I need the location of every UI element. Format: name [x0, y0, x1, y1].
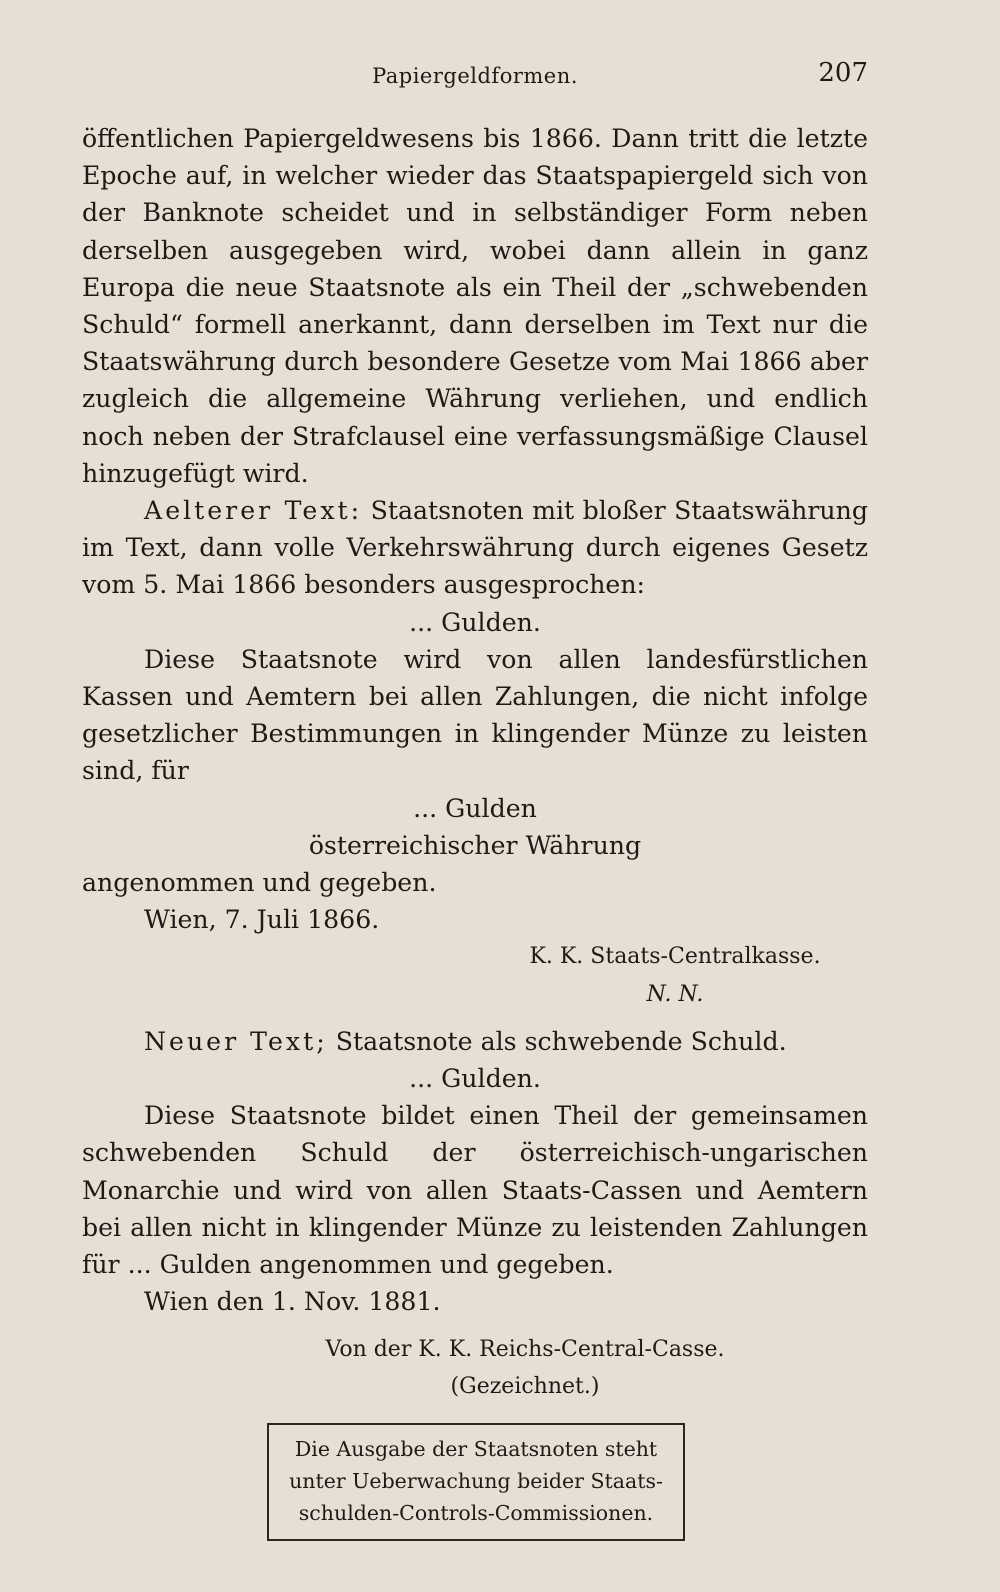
newer-text-paragraph — [82, 1023, 868, 1060]
older-text-intro: Staatsnoten mit bloßer Staatswährung im Text, dann volle Verkehrswährung durch eigenes Gesetz vom 5. Mai 1866 besonders ausgesprochen: — [82, 496, 868, 600]
running-head: Papiergeldformen. — [372, 64, 578, 88]
older-signature: N. N. — [646, 981, 704, 1007]
newer-signed: (Gezeichnet.) — [450, 1373, 600, 1399]
page-body — [82, 120, 868, 1541]
newer-text-intro: Staatsnote als schwebende Schuld. — [335, 1026, 787, 1056]
older-gulden: ... Gulden — [413, 793, 537, 823]
older-accepted: angenommen und gegeben. — [82, 868, 437, 898]
supervision-note-box — [267, 1423, 685, 1541]
newer-text-label: Neuer Text; — [144, 1026, 328, 1056]
newer-issuer: Von der K. K. Reichs-Central-Casse. — [325, 1336, 725, 1362]
older-date: Wien, 7. Juli 1866. — [144, 905, 380, 935]
paragraph-intro: öffentlichen Papiergeldwesens bis 1866. Dann tritt die letzte Epoche auf, in welcher wieder das Staatspapiergeld sich von der Banknote scheidet und in selbständiger Form neben derselben ausgegeben wird, wobei dann allein in ganz Europa die neue Staatsnote als ein Theil der „schwebenden Schuld“ formell anerkannt, dann derselben im Text nur die Staatswährung durch besondere Gesetze vom Mai 1866 aber zugleich die allgemeine Währung verliehen, und endlich noch neben der Strafclausel eine verfassungsmäßige Clausel hinzugefügt wird. — [82, 124, 868, 488]
newer-amount: ... Gulden. — [409, 1064, 541, 1094]
older-amount: ... Gulden. — [409, 607, 541, 637]
newer-date: Wien den 1. Nov. 1881. — [144, 1287, 441, 1317]
older-issuer: K. K. Staats-Centralkasse. — [529, 944, 821, 970]
page-header — [82, 58, 868, 98]
page-number: 207 — [818, 58, 868, 88]
note-line-1: Die Ausgabe der Staatsnoten steht — [294, 1436, 658, 1461]
note-line-3: schulden-Controls-Commissionen. — [298, 1500, 654, 1525]
note-line-2: unter Ueberwachung beider Staats- — [289, 1468, 663, 1493]
newer-note-body: Diese Staatsnote bildet einen Theil der gemeinsamen schwebenden Schuld der österreichisch-ungarischen Monarchie und wird von allen Staats-Cassen und Aemtern bei allen nicht in klingender Münze zu leistenden Zahlungen für ... Gulden angenommen und gegeben. — [82, 1101, 868, 1280]
older-text-paragraph — [82, 492, 868, 604]
older-note-body: Diese Staatsnote wird von allen landesfürstlichen Kassen und Aemtern bei allen Zahlungen, die nicht infolge gesetzlicher Bestimmungen in klingender Münze zu leisten sind, für — [82, 644, 868, 786]
older-text-label: Aelterer Text: — [144, 496, 363, 526]
older-currency: österreichischer Währung — [308, 830, 642, 860]
